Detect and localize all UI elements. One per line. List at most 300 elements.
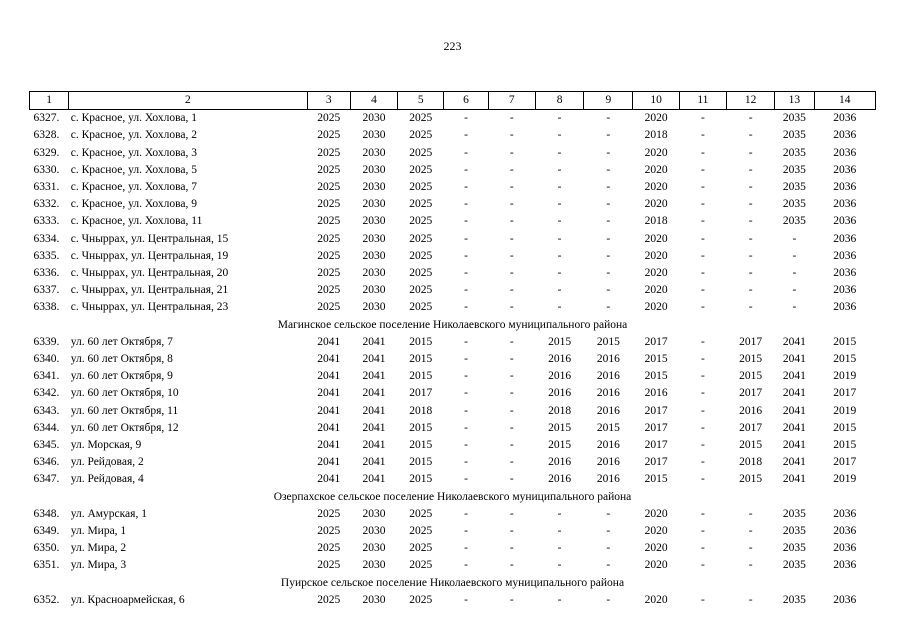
year-cell: - [509, 404, 514, 417]
year-cell: 2025 [317, 507, 341, 520]
year-cell: - [557, 284, 562, 297]
year-cell: 2041 [317, 353, 341, 366]
year-cell: 2030 [362, 301, 386, 314]
year-cell: 2025 [317, 146, 341, 159]
year-cell: 2036 [833, 593, 857, 606]
year-cell: - [464, 542, 468, 555]
year-cell: - [509, 525, 514, 538]
year-cell: 2025 [317, 198, 341, 211]
table-row [30, 213, 876, 230]
year-cell: 2041 [362, 353, 386, 366]
year-cell: 2015 [596, 335, 620, 348]
year-cell: 2015 [596, 421, 620, 434]
year-cell: - [700, 559, 705, 572]
address-cell: ул. Мира, 3 [70, 559, 127, 572]
year-cell: 2015 [548, 421, 572, 434]
table-row [30, 351, 876, 368]
year-cell: 2020 [644, 525, 668, 538]
address-cell: ул. 60 лет Октября, 10 [70, 387, 179, 400]
year-cell: - [557, 215, 562, 228]
year-cell: - [748, 284, 753, 297]
table-row [30, 368, 876, 385]
year-cell: 2035 [782, 129, 806, 142]
row-number: 6348. [33, 507, 60, 520]
year-cell: - [606, 129, 611, 142]
column-header-3: 3 [307, 92, 350, 110]
year-cell: 2015 [644, 370, 668, 383]
row-number: 6352. [33, 593, 60, 606]
year-cell: - [557, 542, 562, 555]
year-cell: 2025 [409, 593, 433, 606]
address-cell: с. Красное, ул. Хохлова, 5 [70, 163, 197, 176]
year-cell: - [700, 215, 705, 228]
year-cell: - [748, 525, 753, 538]
year-cell: 2016 [739, 404, 763, 417]
year-cell: 2016 [596, 353, 620, 366]
year-cell: 2030 [362, 593, 386, 606]
year-cell: 2030 [362, 559, 386, 572]
year-cell: - [557, 267, 562, 280]
year-cell: 2020 [644, 163, 668, 176]
year-cell: - [700, 129, 705, 142]
year-cell: 2036 [833, 267, 857, 280]
column-header-1: 1 [30, 92, 69, 110]
year-cell: - [748, 542, 753, 555]
year-cell: 2018 [739, 456, 763, 469]
year-cell: 2016 [596, 387, 620, 400]
year-cell: 2015 [833, 421, 857, 434]
year-cell: 2030 [362, 112, 386, 125]
year-cell: 2036 [833, 181, 857, 194]
year-cell: - [606, 232, 611, 245]
year-cell: 2015 [833, 335, 857, 348]
year-cell: 2025 [317, 559, 341, 572]
year-cell: 2025 [409, 249, 433, 262]
year-cell: 2041 [362, 473, 386, 486]
address-cell: ул. Красноармейская, 6 [70, 593, 185, 606]
year-cell: - [700, 232, 705, 245]
year-cell: - [606, 593, 611, 606]
year-cell: 2016 [596, 456, 620, 469]
year-cell: 2041 [362, 456, 386, 469]
year-cell: 2041 [362, 421, 386, 434]
year-cell: 2025 [409, 181, 433, 194]
year-cell: 2036 [833, 301, 857, 314]
year-cell: 2036 [833, 129, 857, 142]
year-cell: 2035 [782, 593, 806, 606]
year-cell: - [748, 301, 753, 314]
year-cell: 2017 [739, 387, 763, 400]
table-row [30, 110, 876, 128]
year-cell: 2015 [644, 353, 668, 366]
year-cell: 2030 [362, 215, 386, 228]
year-cell: - [509, 439, 514, 452]
year-cell: 2015 [409, 353, 433, 366]
year-cell: - [464, 525, 468, 538]
year-cell: - [748, 249, 753, 262]
year-cell: - [748, 181, 753, 194]
address-cell: с. Красное, ул. Хохлова, 2 [70, 129, 197, 142]
row-number: 6341. [33, 370, 60, 383]
year-cell: 2020 [644, 232, 668, 245]
section-heading-row [30, 317, 876, 334]
year-cell: - [700, 335, 705, 348]
year-cell: - [557, 163, 562, 176]
year-cell: 2041 [362, 404, 386, 417]
year-cell: - [700, 249, 705, 262]
year-cell: 2030 [362, 146, 386, 159]
address-cell: ул. Рейдовая, 2 [70, 456, 144, 469]
year-cell: - [557, 559, 562, 572]
year-cell: - [464, 301, 468, 314]
year-cell: 2025 [409, 112, 433, 125]
year-cell: 2036 [833, 507, 857, 520]
year-cell: 2016 [548, 387, 572, 400]
row-number: 6338. [33, 301, 60, 314]
year-cell: 2016 [548, 473, 572, 486]
year-cell: 2041 [782, 404, 806, 417]
year-cell: - [748, 112, 753, 125]
year-cell: 2015 [409, 473, 433, 486]
table-row [30, 162, 876, 179]
year-cell: - [700, 593, 705, 606]
year-cell: 2017 [833, 387, 857, 400]
year-cell: - [509, 146, 514, 159]
year-cell: 2018 [644, 129, 668, 142]
year-cell: - [509, 353, 514, 366]
row-number: 6339. [33, 335, 60, 348]
year-cell: 2016 [596, 404, 620, 417]
page-number: 223 [443, 39, 462, 53]
year-cell: - [557, 301, 562, 314]
year-cell: 2015 [409, 421, 433, 434]
year-cell: 2018 [644, 215, 668, 228]
year-cell: 2030 [362, 232, 386, 245]
year-cell: 2015 [548, 439, 572, 452]
year-cell: 2030 [362, 249, 386, 262]
year-cell: 2025 [409, 507, 433, 520]
year-cell: - [606, 198, 611, 211]
address-cell: ул. Рейдовая, 4 [70, 473, 144, 486]
year-cell: - [464, 232, 468, 245]
year-cell: 2020 [644, 593, 668, 606]
year-cell: 2015 [739, 473, 763, 486]
address-cell: с. Красное, ул. Хохлова, 9 [70, 198, 197, 211]
address-cell: ул. Амурская, 1 [70, 507, 147, 520]
year-cell: - [509, 112, 514, 125]
year-cell: 2041 [317, 335, 341, 348]
year-cell: 2017 [739, 335, 763, 348]
year-cell: 2041 [362, 439, 386, 452]
year-cell: 2016 [596, 370, 620, 383]
section-title: Озерпахское сельское поселение Николаевского муниципального района [273, 490, 632, 503]
year-cell: - [606, 284, 611, 297]
row-number: 6328. [33, 129, 60, 142]
year-cell: 2025 [317, 267, 341, 280]
year-cell: 2041 [317, 421, 341, 434]
row-number: 6340. [33, 353, 60, 366]
year-cell: - [557, 507, 562, 520]
year-cell: - [700, 525, 705, 538]
year-cell: 2025 [317, 129, 341, 142]
year-cell: - [509, 232, 514, 245]
year-cell: 2025 [317, 215, 341, 228]
year-cell: - [606, 181, 611, 194]
year-cell: 2030 [362, 129, 386, 142]
year-cell: 2020 [644, 301, 668, 314]
address-cell: с. Красное, ул. Хохлова, 11 [70, 215, 203, 228]
year-cell: 2025 [317, 112, 341, 125]
year-cell: - [792, 267, 797, 280]
year-cell: 2017 [409, 387, 433, 400]
year-cell: - [700, 439, 705, 452]
table-row [30, 196, 876, 213]
row-number: 6350. [33, 542, 60, 555]
year-cell: 2041 [317, 370, 341, 383]
year-cell: 2025 [317, 163, 341, 176]
year-cell: 2025 [317, 301, 341, 314]
year-cell: 2025 [317, 232, 341, 245]
year-cell: - [464, 421, 468, 434]
table-row [30, 437, 876, 454]
year-cell: - [606, 163, 611, 176]
year-cell: 2018 [409, 404, 433, 417]
year-cell: - [509, 198, 514, 211]
year-cell: 2016 [548, 370, 572, 383]
address-cell: с. Чныррах, ул. Центральная, 20 [70, 267, 229, 280]
address-cell: с. Чныррах, ул. Центральная, 23 [70, 301, 229, 314]
year-cell: - [700, 370, 705, 383]
table-row [30, 592, 876, 609]
year-cell: 2036 [833, 146, 857, 159]
address-cell: ул. 60 лет Октября, 8 [70, 353, 173, 366]
year-cell: 2035 [782, 542, 806, 555]
year-cell: - [557, 129, 562, 142]
year-cell: 2020 [644, 146, 668, 159]
year-cell: 2017 [644, 439, 668, 452]
table-row [30, 540, 876, 557]
year-cell: - [700, 198, 705, 211]
year-cell: - [464, 163, 468, 176]
year-cell: - [748, 146, 753, 159]
year-cell: 2017 [833, 456, 857, 469]
year-cell: - [700, 473, 705, 486]
year-cell: 2025 [409, 198, 433, 211]
year-cell: - [557, 198, 562, 211]
year-cell: 2019 [833, 473, 857, 486]
column-header-10: 10 [633, 92, 679, 110]
year-cell: 2030 [362, 198, 386, 211]
column-header-8: 8 [535, 92, 583, 110]
year-cell: 2025 [409, 284, 433, 297]
year-cell: - [509, 507, 514, 520]
year-cell: - [606, 525, 611, 538]
table-row [30, 179, 876, 196]
year-cell: 2041 [782, 473, 806, 486]
year-cell: 2041 [317, 439, 341, 452]
year-cell: - [700, 507, 705, 520]
table-row [30, 145, 876, 162]
year-cell: - [464, 593, 468, 606]
row-number: 6345. [33, 439, 60, 452]
year-cell: 2041 [782, 421, 806, 434]
address-cell: ул. 60 лет Октября, 11 [70, 404, 179, 417]
year-cell: 2020 [644, 112, 668, 125]
year-cell: - [700, 301, 705, 314]
year-cell: 2020 [644, 507, 668, 520]
year-cell: 2025 [409, 267, 433, 280]
year-cell: 2041 [782, 335, 806, 348]
year-cell: - [700, 456, 705, 469]
table-row [30, 231, 876, 248]
year-cell: - [748, 559, 753, 572]
year-cell: 2020 [644, 181, 668, 194]
year-cell: - [748, 215, 753, 228]
year-cell: 2036 [833, 163, 857, 176]
row-number: 6331. [33, 181, 60, 194]
row-number: 6333. [33, 215, 60, 228]
year-cell: - [509, 370, 514, 383]
year-cell: - [464, 507, 468, 520]
year-cell: 2017 [644, 421, 668, 434]
year-cell: 2041 [362, 387, 386, 400]
row-number: 6336. [33, 267, 60, 280]
year-cell: 2025 [409, 559, 433, 572]
year-cell: 2035 [782, 198, 806, 211]
year-cell: 2025 [317, 525, 341, 538]
year-cell: - [792, 301, 797, 314]
year-cell: 2025 [409, 129, 433, 142]
year-cell: - [606, 249, 611, 262]
year-cell: 2015 [833, 439, 857, 452]
row-number: 6329. [33, 146, 60, 159]
year-cell: - [606, 146, 611, 159]
year-cell: - [748, 507, 753, 520]
year-cell: 2041 [362, 370, 386, 383]
year-cell: 2015 [409, 335, 433, 348]
year-cell: 2025 [409, 232, 433, 245]
year-cell: 2041 [782, 456, 806, 469]
year-cell: - [464, 353, 468, 366]
year-cell: - [509, 249, 514, 262]
year-cell: - [700, 146, 705, 159]
year-cell: - [509, 421, 514, 434]
year-cell: 2020 [644, 198, 668, 211]
year-cell: 2041 [317, 473, 341, 486]
year-cell: 2025 [409, 525, 433, 538]
year-cell: - [509, 593, 514, 606]
address-cell: с. Красное, ул. Хохлова, 3 [70, 146, 197, 159]
year-cell: - [464, 404, 468, 417]
row-number: 6334. [33, 232, 60, 245]
column-header-14: 14 [814, 92, 875, 110]
year-cell: 2025 [317, 593, 341, 606]
year-cell: - [700, 404, 705, 417]
year-cell: 2015 [409, 456, 433, 469]
column-header-6: 6 [444, 92, 488, 110]
year-cell: - [509, 542, 514, 555]
year-cell: 2015 [739, 439, 763, 452]
year-cell: 2025 [409, 146, 433, 159]
year-cell: 2019 [833, 370, 857, 383]
column-header-13: 13 [775, 92, 814, 110]
table-row [30, 403, 876, 420]
year-cell: - [464, 215, 468, 228]
table-row [30, 299, 876, 316]
table-row [30, 420, 876, 437]
year-cell: - [509, 215, 514, 228]
year-cell: - [748, 163, 753, 176]
year-cell: 2035 [782, 146, 806, 159]
table-row [30, 265, 876, 282]
row-number: 6351. [33, 559, 60, 572]
year-cell: 2035 [782, 525, 806, 538]
year-cell: - [464, 456, 468, 469]
year-cell: 2041 [782, 387, 806, 400]
column-header-7: 7 [488, 92, 535, 110]
year-cell: - [792, 249, 797, 262]
year-cell: 2025 [409, 542, 433, 555]
year-cell: 2017 [644, 335, 668, 348]
year-cell: - [557, 232, 562, 245]
year-cell: 2016 [596, 473, 620, 486]
year-cell: 2015 [409, 370, 433, 383]
year-cell: - [509, 163, 514, 176]
row-number: 6343. [33, 404, 60, 417]
year-cell: - [606, 267, 611, 280]
column-header-5: 5 [398, 92, 444, 110]
table-row [30, 454, 876, 471]
year-cell: 2030 [362, 284, 386, 297]
column-header-12: 12 [727, 92, 775, 110]
year-cell: 2025 [409, 301, 433, 314]
year-cell: - [748, 267, 753, 280]
row-number: 6337. [33, 284, 60, 297]
year-cell: - [464, 284, 468, 297]
year-cell: - [557, 593, 562, 606]
year-cell: - [700, 112, 705, 125]
year-cell: 2015 [739, 370, 763, 383]
year-cell: - [509, 284, 514, 297]
year-cell: 2035 [782, 163, 806, 176]
year-cell: 2025 [317, 542, 341, 555]
year-cell: - [464, 439, 468, 452]
year-cell: 2020 [644, 284, 668, 297]
year-cell: 2030 [362, 267, 386, 280]
year-cell: 2035 [782, 215, 806, 228]
year-cell: 2025 [409, 163, 433, 176]
year-cell: - [464, 473, 468, 486]
year-cell: - [792, 232, 797, 245]
year-cell: 2036 [833, 249, 857, 262]
year-cell: - [464, 146, 468, 159]
column-header-4: 4 [350, 92, 397, 110]
address-cell: с. Красное, ул. Хохлова, 1 [70, 112, 197, 125]
year-cell: 2019 [833, 404, 857, 417]
year-cell: 2015 [833, 353, 857, 366]
year-cell: 2016 [548, 456, 572, 469]
row-number: 6342. [33, 387, 60, 400]
year-cell: 2025 [317, 181, 341, 194]
year-cell: - [606, 215, 611, 228]
year-cell: - [464, 559, 468, 572]
year-cell: 2020 [644, 542, 668, 555]
year-cell: 2015 [548, 335, 572, 348]
year-cell: - [464, 129, 468, 142]
year-cell: 2030 [362, 525, 386, 538]
year-cell: 2016 [548, 353, 572, 366]
row-number: 6346. [33, 456, 60, 469]
